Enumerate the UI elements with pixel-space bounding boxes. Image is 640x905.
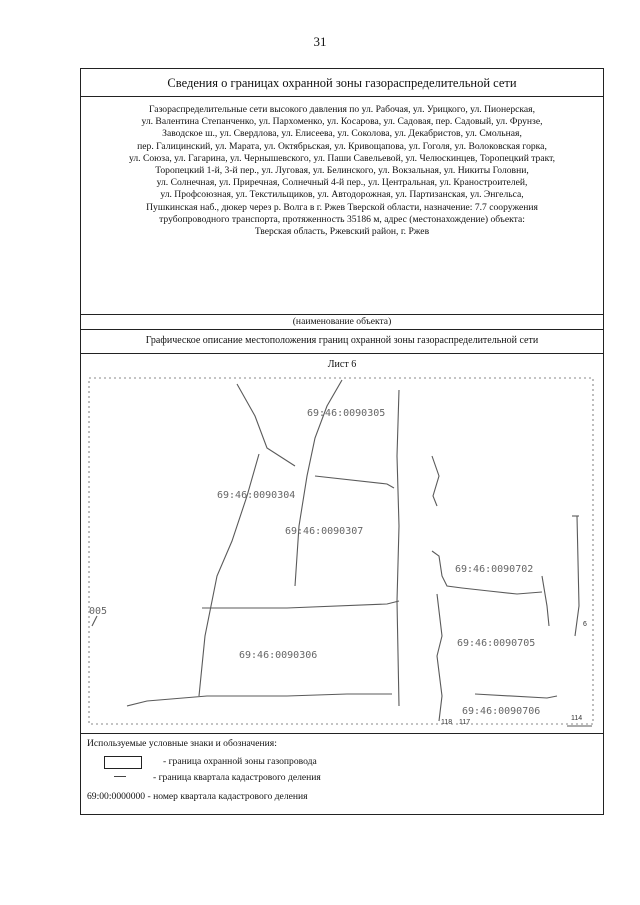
edge-label: 117 [459,719,471,726]
description-line: Торопецкий 1-й, 3-й пер., ул. Луговая, ул. Белинского, ул. Вокзальная, ул. Никиты Головни, [155,165,529,177]
quarter-boundary [127,694,392,706]
description-line: ул. Солнечная, ул. Приречная, Солнечный 4-й пер., ул. Центральная, ул. Краностроителей, [156,177,528,189]
graphic-description-title: Графическое описание местоположения границ охранной зоны газораспределительной сети [81,330,603,354]
cadastral-label: 69:46:0090305 [307,408,386,419]
description-line: ул. Союза, ул. Гагарина, ул. Чернышевского, ул. Паши Савельевой, ул. Челюскинцев, Торопецкий тракт, [128,152,555,164]
quarter-boundary [475,694,557,698]
legend-item-zone-boundary: - граница охранной зоны газопровода [163,756,317,767]
legend-item-quarter-boundary: - граница квартала кадастрового деления [153,772,321,783]
legend-heading: Используемые условные знаки и обозначения: [87,738,277,749]
cadastral-label: 69:46:0090307 [285,526,364,537]
description-line: ул. Валентина Степанченко, ул. Пархоменко, ул. Косарова, ул. Садовая, пер. Садовый, ул. Фрунзе, [141,116,543,128]
cadastral-label: 69:46:0090304 [217,490,296,501]
legend [81,734,603,814]
header-title: Сведения о границах охранной зоны газораспределительной сети [81,69,603,97]
cadastral-map [87,376,597,728]
description-line: Заводское ш., ул. Свердлова, ул. Елисеева, ул. Соколова, ул. Декабристов, ул. Смольная, [162,128,522,140]
quarter-boundary [237,384,295,466]
quarter-boundary [432,456,439,506]
description-line: пер. Галицинский, ул. Марата, ул. Октябрьская, ул. Кривощапова, ул. Гоголя, ул. Волоковская горка, [137,140,547,152]
edge-label: 6 [583,621,587,628]
cadastral-label: 69:46:0090706 [462,706,541,717]
description-line: ул. Профсоюзная, ул. Текстильщиков, ул. Автодорожная, ул. Партизанская, ул. Энгельса, [160,189,524,201]
quarter-boundary [202,601,399,608]
edge-label: 114 [571,715,583,722]
cadastral-label: 69:46:0090705 [457,638,536,649]
quarter-boundary-symbol [114,776,126,777]
description-line: трубопроводного транспорта, протяженность 35186 м, адрес (местонахождение) объекта: [159,213,525,225]
description-line: Газораспределительные сети высокого давления по ул. Рабочая, ул. Урицкого, ул. Пионерская, [149,104,535,115]
quarter-boundary [397,390,399,706]
legend-item-quarter-number: 69:00:0000000 - номер квартала кадастрового деления [87,791,308,802]
quarter-boundary [315,476,394,488]
description-line: Пушкинская наб., дюкер через р. Волга в г. Ржев Тверской области, назначение: 7.7 сооружения [146,201,538,213]
quarter-boundary [437,594,442,721]
zone-boundary-symbol [104,756,142,769]
object-name-caption: (наименование объекта) [81,315,603,330]
cadastral-label: 69:46:0090702 [455,564,534,575]
edge-label: 118 [441,719,453,726]
object-description [81,97,603,315]
quarter-boundary [92,616,97,626]
sheet-label: Лист 6 [327,359,357,370]
document-frame [80,68,604,815]
cadastral-label: 005 [89,606,108,617]
quarter-boundary [575,516,579,636]
quarter-boundary [542,576,549,626]
map-section [81,354,603,734]
description-line: Тверская область, Ржевский район, г. Ржев [254,226,430,238]
page-number: 31 [313,34,327,49]
map-sheet-border [89,378,593,724]
cadastral-label: 69:46:0090306 [239,650,318,661]
